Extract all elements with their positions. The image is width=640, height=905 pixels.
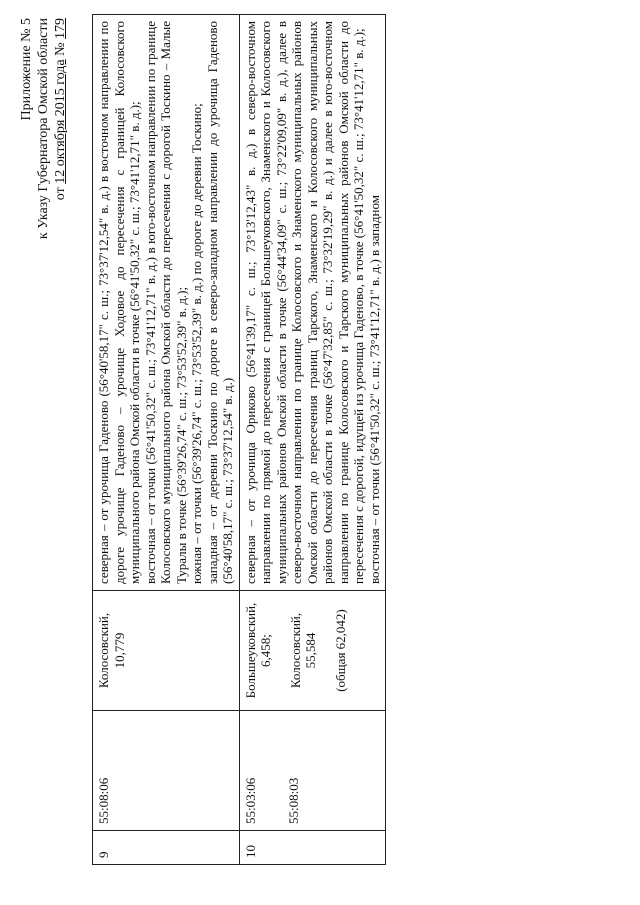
- decree-date: 12 октября 2015 года: [53, 59, 68, 184]
- district-area: 10,779: [111, 632, 127, 669]
- district-area: 55,584: [303, 632, 318, 669]
- boundary-east: восточная – от точки (56°41'50,32" с. ш.; 73°41'12,71" в. д.) в юго-восточном направлении по границе Колосовского муниципального района Омской области до пересечения с дорогой Тоскино – Малые Туралы в точке (56°39'26,74" с. ш.; 73°53'52,39" в. д.);: [142, 21, 189, 584]
- district-name: Большеуковский,: [242, 602, 258, 699]
- table-row: [93, 15, 240, 865]
- district-area: 6,458;: [258, 634, 273, 667]
- decree-date-line: [52, 18, 69, 418]
- district-cell: [93, 591, 240, 711]
- boundary-east: восточная – от точки (56°41'50,32" с. ш.; 73°41'12,71" в. д.) в западном: [366, 195, 382, 584]
- cadastre-cell: [239, 711, 386, 831]
- row-number: 9: [93, 831, 240, 865]
- row-number: 10: [239, 831, 386, 865]
- boundary-north: северная – от урочища Гаденово (56°40'58,17" с. ш.; 73°37'12,54" в. д.) в восточном направлении по дороге урочище Гаденово – урочище Ходовое до пересечения с границей Колосовского муниципального района Омской области в точке (56°41'50,32" с. ш.; 73°41'12,71" в. д.);: [96, 21, 142, 584]
- appendix-title: Приложение № 5: [19, 18, 34, 121]
- boundary-south: южная – от точки (56°39'26,74" с. ш.; 73°53'52,39" в. д.) по дороге до деревни Тоскино;: [189, 103, 204, 584]
- table-row: [239, 15, 386, 865]
- district-cell: [239, 591, 386, 711]
- boundary-north: северная – от урочища Ориково (56°41'39,17" с. ш.; 73°13'12,43" в. д.) в северо-восточном направлении по прямой до пересечения с границей Большеуковского, Знаменского и Колосовского муниципальных районов Омской области в точке (56°44'34,09" с. ш.; 73°22'09,09" в. д.), далее в северо-восточном направлении по границе Колосовского и Знаменского муниципальных районов Омской области до пересечения границ Тарского, Знаменского и Колосовского муниципальных районов Омской области в точке (56°47'32,85" с. ш.; 73°32'19,29" в. д.) и далее в юго-восточном направлении по границе Колосовского и Тарского муниципальных районов Омской области до пересечения с дорогой, идущей из урочища Гаденово, в точке (56°41'50,32" с. ш.; 73°41'12,71" в. д.);: [242, 21, 366, 584]
- district-name: Колосовский,: [287, 612, 303, 689]
- cadastre-number: 55:08:06: [96, 777, 111, 824]
- boundary-west: западная – от деревни Тоскино по дороге в северо-западном направлении до урочища Гаденово (56°40'58,17" с. ш.; 73°37'12,54" в. д.): [204, 21, 235, 584]
- appendix-header: [18, 18, 69, 418]
- cadastre-cell: [93, 711, 240, 831]
- district-name: Колосовский,: [96, 612, 111, 689]
- cadastre-number: 55:08:03: [286, 777, 301, 824]
- boundary-description: [239, 15, 386, 591]
- number-prefix: №: [53, 42, 68, 56]
- cadastre-number: 55:03:06: [242, 777, 258, 824]
- decree-number: 179: [53, 18, 68, 39]
- boundary-description: [93, 15, 240, 591]
- date-prefix: от: [53, 187, 68, 201]
- total-area: (общая 62,042): [332, 609, 348, 692]
- hunting-grounds-table: [92, 14, 386, 865]
- appendix-subtitle: к Указу Губернатора Омской области: [36, 18, 51, 240]
